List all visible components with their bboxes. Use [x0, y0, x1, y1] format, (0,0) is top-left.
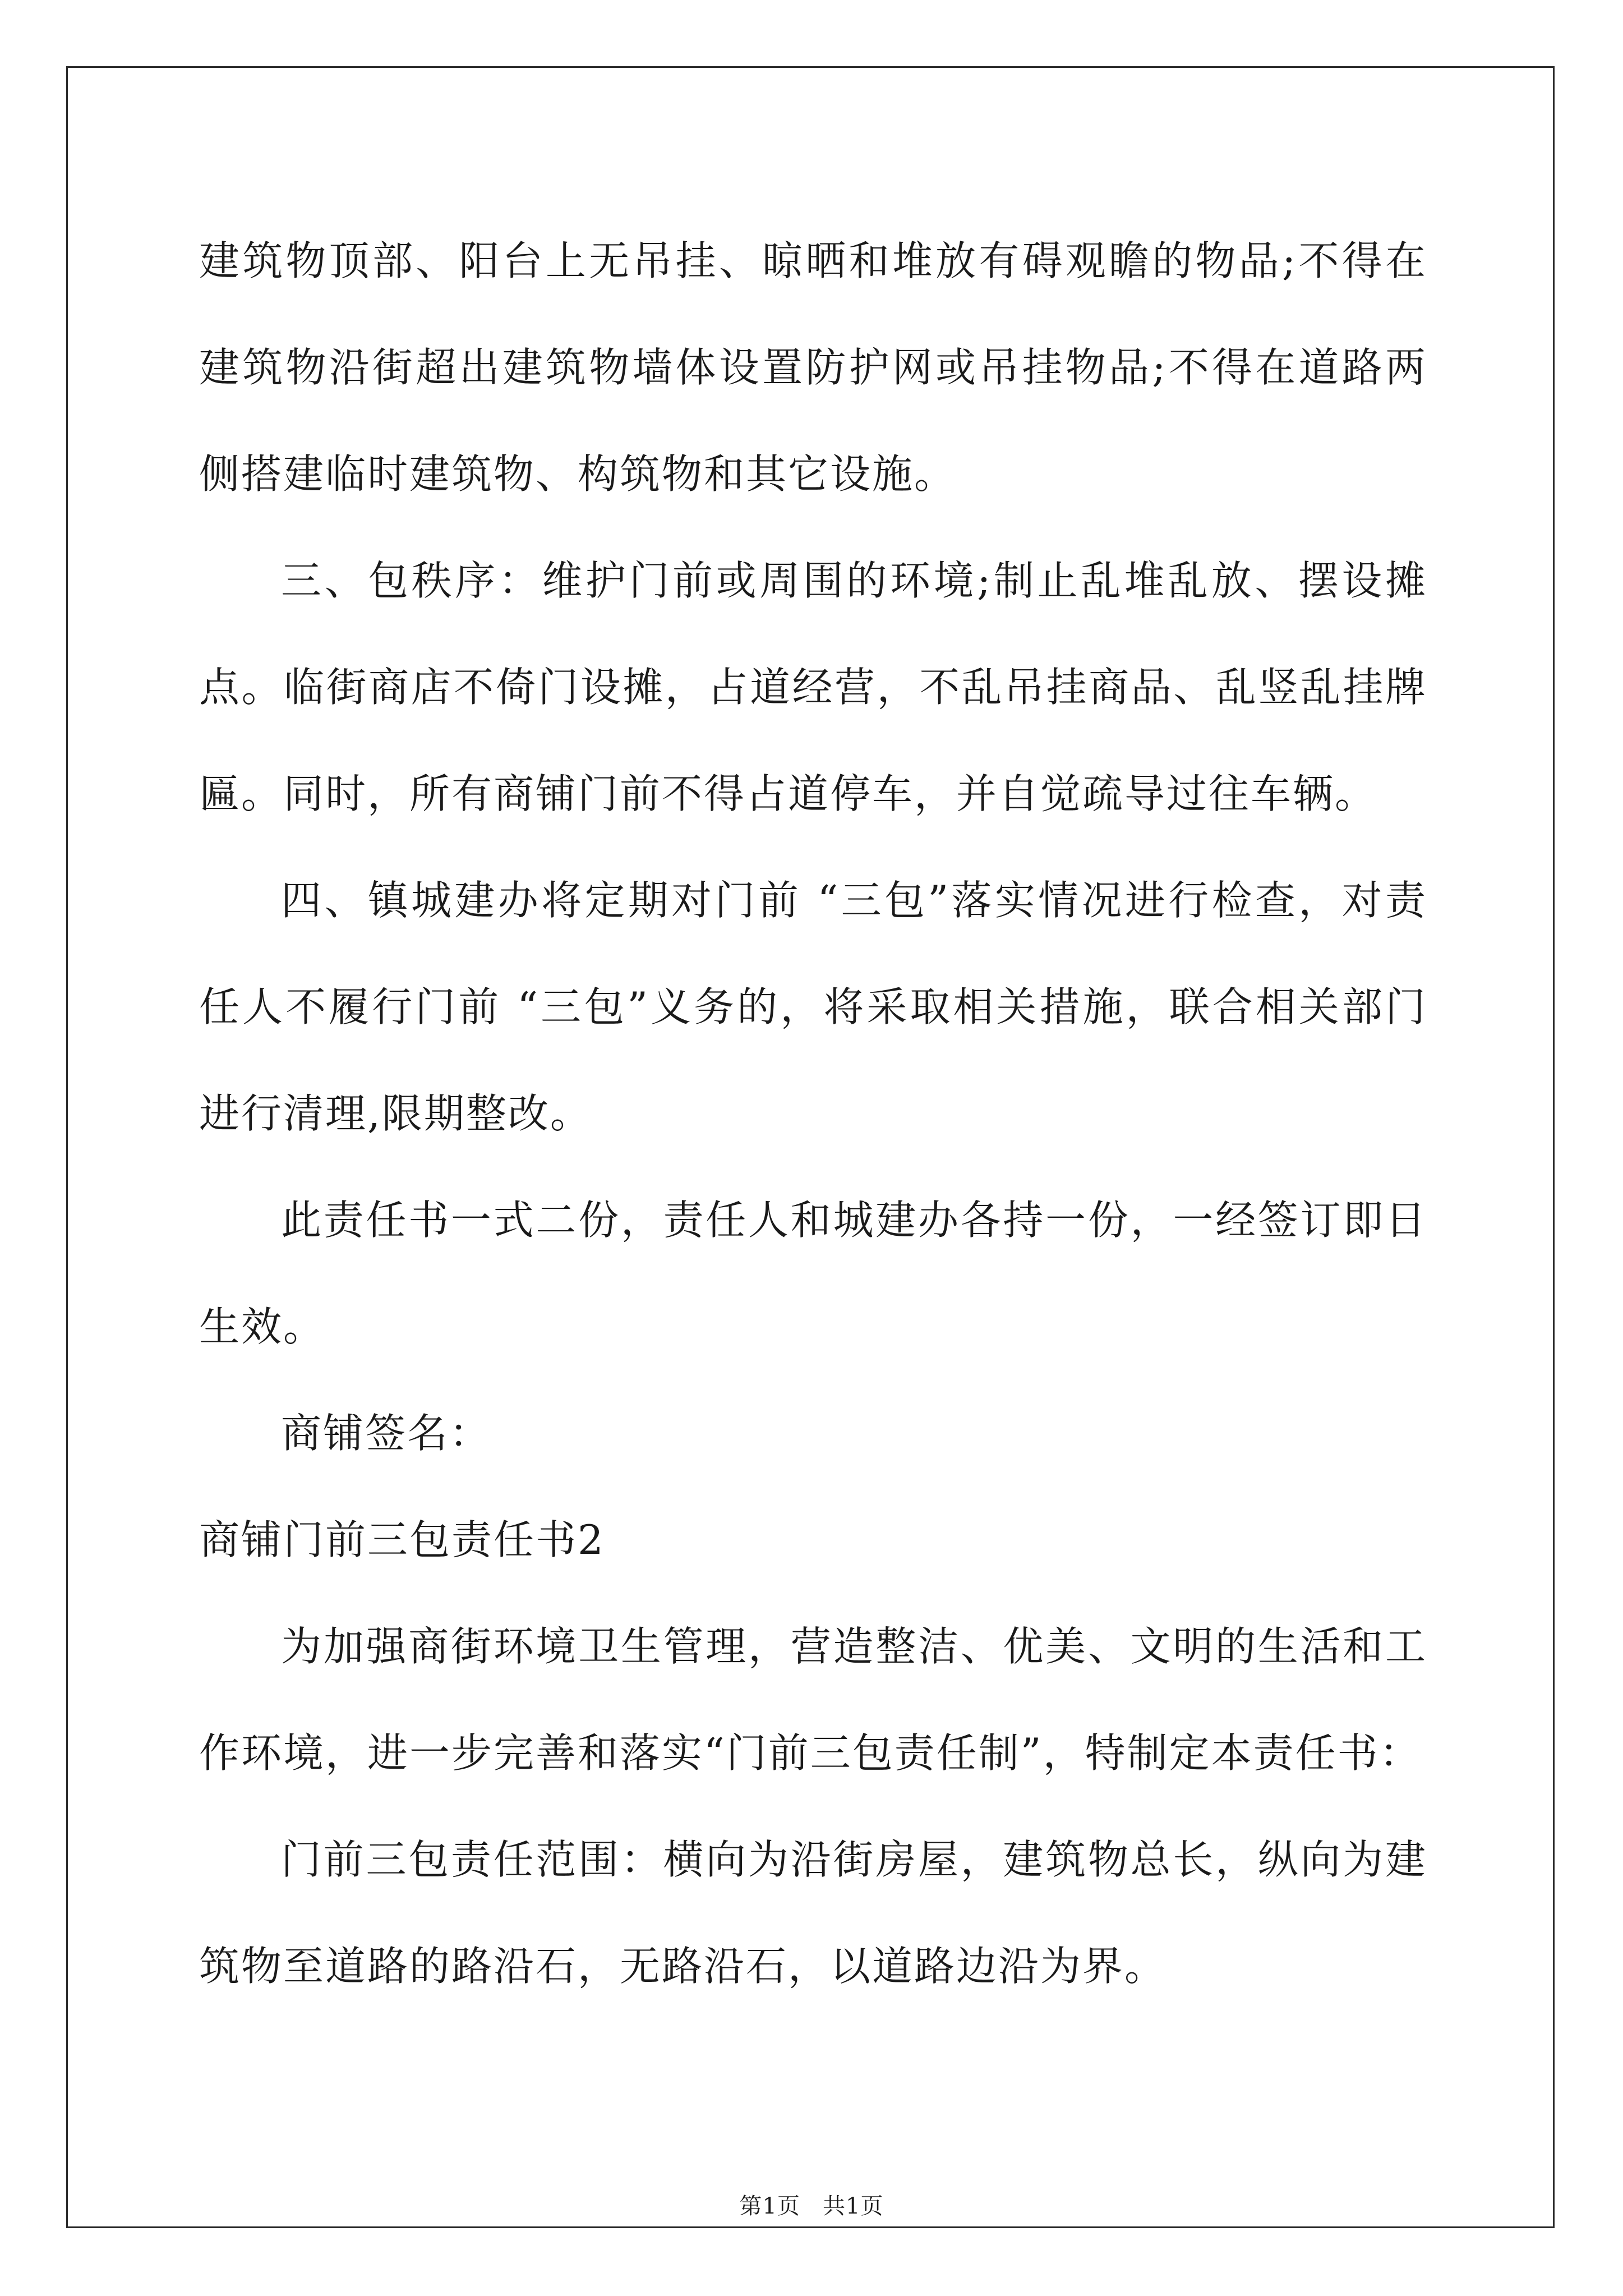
document-body: [199, 208, 1427, 2019]
paragraph-6: 门前三包责任范围：横向为沿街房屋，建筑物总长，纵向为建筑物至道路的路沿石，无路沿石，以道路边沿为界。: [199, 1836, 1427, 1990]
signature-line: 商铺签名：: [281, 1410, 492, 1457]
page-footer: [0, 2191, 1623, 2222]
paragraph-1: 建筑物顶部、阳台上无吊挂、晾晒和堆放有碍观瞻的物品;不得在建筑物沿街超出建筑物墙体设置防护网或吊挂物品;不得在道路两侧搭建临时建筑物、构筑物和其它设施。: [199, 237, 1427, 498]
page-number: 第1页: [739, 2193, 800, 2219]
paragraph-5: 为加强商街环境卫生管理，营造整洁、优美、文明的生活和工作环境，进一步完善和落实“门前三包责任制”，特制定本责任书：: [199, 1623, 1427, 1777]
paragraph-4: 此责任书一式二份，责任人和城建办各持一份，一经签订即日生效。: [199, 1197, 1427, 1350]
paragraph-2: 三、包秩序：维护门前或周围的环境;制止乱堆乱放、摆设摊点。临街商店不倚门设摊，占道经营，不乱吊挂商品、乱竖乱挂牌匾。同时，所有商铺门前不得占道停车，并自觉疏导过往车辆。: [199, 557, 1427, 817]
section-title: 商铺门前三包责任书2: [199, 1516, 605, 1563]
paragraph-3: 四、镇城建办将定期对门前 “三包”落实情况进行检查，对责任人不履行门前 “三包”义务的，将采取相关措施，联合相关部门进行清理,限期整改。: [199, 877, 1427, 1137]
page-total: 共1页: [823, 2193, 884, 2219]
